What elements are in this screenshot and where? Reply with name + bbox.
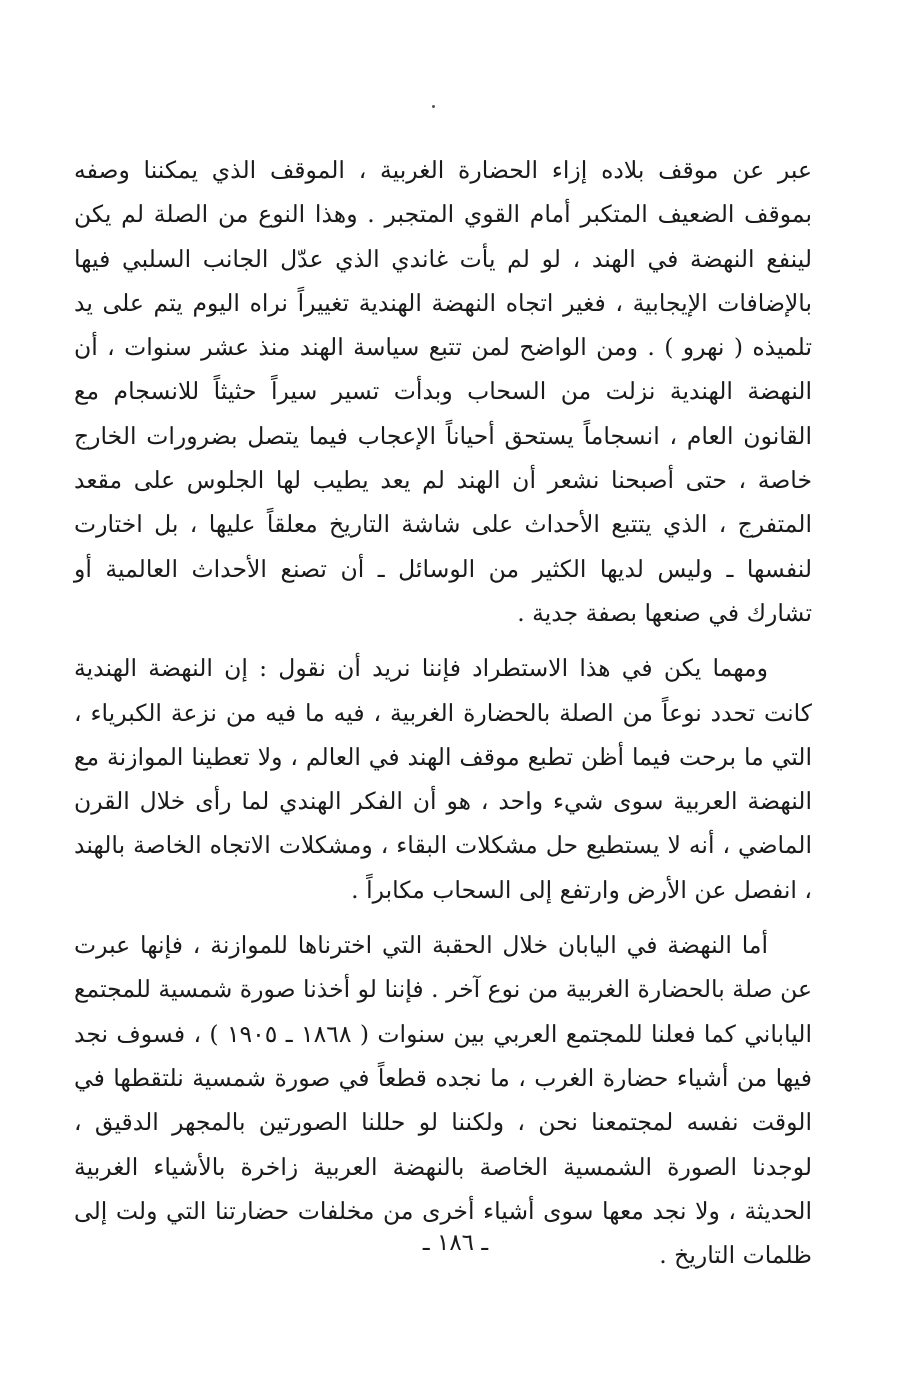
page-number: ـ ١٨٦ ـ: [422, 1230, 489, 1256]
paragraph-3: أما النهضة في اليابان خلال الحقبة التي اخترناها للموازنة ، فإنها عبرت عن صلة بالحضارة الغربية من نوع آخر . فإننا لو أخذنا صورة شمسية للمجتمع الياباني كما فعلنا للمجتمع العربي بين سنوات ( ١٨٦٨ ـ ١٩٠٥ ) ، فسوف نجد فيها من أشياء حضارة الغرب ، ما نجده قطعاً في صورة شمسية نلتقطها في الوقت نفسه لمجتمعنا نحن ، ولكننا لو حللنا الصورتين بالمجهر الدقيق ، لوجدنا الصورة الشمسية الخاصة بالنهضة العربية زاخرة بالأشياء الغربية الحديثة ، ولا نجد معها سوى أشياء أخرى من مخلفات حضارتنا التي ولت إلى ظلمات التاريخ .: [74, 931, 812, 1270]
body-text: [74, 148, 812, 1277]
paragraph-2: ومهما يكن في هذا الاستطراد فإننا نريد أن نقول : إن النهضة الهندية كانت تحدد نوعاً من الصلة بالحضارة الغربية ، فيه ما فيه من نزعة الكبرياء ، التي ما برحت فيما أظن تطبع موقف الهند في العالم ، ولا تعطينا الموازنة مع النهضة العربية سوى شيء واحد ، هو أن الفكر الهندي لما رأى خلال القرن الماضي ، أنه لا يستطيع حل مشكلات البقاء ، ومشكلات الاتجاه الخاصة بالهند ، انفصل عن الأرض وارتفع إلى السحاب مكابراً .: [74, 654, 812, 904]
scan-speck: [432, 105, 435, 108]
paragraph-1: عبر عن موقف بلاده إزاء الحضارة الغربية ، الموقف الذي يمكننا وصفه بموقف الضعيف المتكبر أمام القوي المتجبر . وهذا النوع من الصلة لم يكن لينفع النهضة في الهند ، لو لم يأت غاندي الذي عدّل الجانب السلبي فيها بالإضافات الإيجابية ، فغير اتجاه النهضة الهندية تغييراً نراه اليوم يتم على يد تلميذه ( نهرو ) . ومن الواضح لمن تتبع سياسة الهند منذ عشر سنوات ، أن النهضة الهندية نزلت من السحاب وبدأت تسير سيراً حثيثاً للانسجام مع القانون العام ، انسجاماً يستحق أحياناً الإعجاب فيما يتصل بضرورات الخارج خاصة ، حتى أصبحنا نشعر أن الهند لم يعد يطيب لها الجلوس على مقعد المتفرج ، الذي يتتبع الأحداث على شاشة التاريخ معلقاً عليها ، بل اختارت لنفسها ـ وليس لديها الكثير من الوسائل ـ أن تصنع الأحداث العالمية أو تشارك في صنعها بصفة جدية .: [74, 156, 812, 627]
